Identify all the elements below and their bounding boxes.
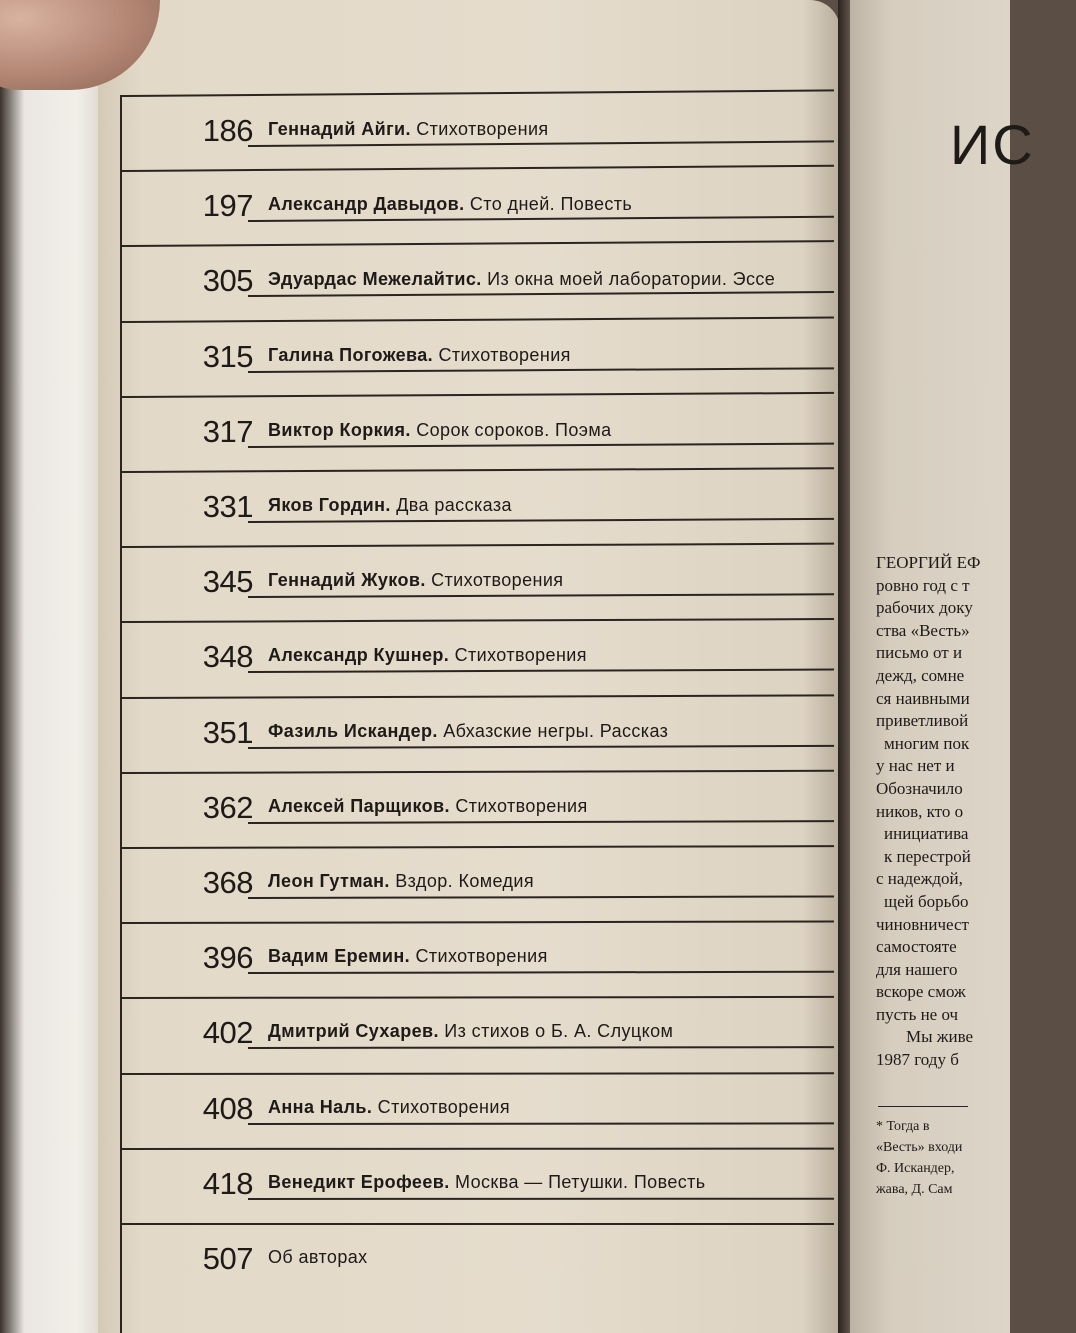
row-rule xyxy=(122,165,834,172)
page-number: 396 xyxy=(202,940,253,976)
body-line: щей борьбо xyxy=(884,891,969,911)
page-number: 507 xyxy=(202,1241,253,1276)
entry-text xyxy=(268,269,775,290)
entry-author: Алексей Парщиков. xyxy=(268,795,450,816)
entry-text xyxy=(268,645,587,666)
entry-text xyxy=(268,1021,673,1042)
entry-author: Виктор Коркия. xyxy=(268,419,411,440)
entry-author: Яков Гордин. xyxy=(268,495,391,515)
entry-author: Александр Кушнер. xyxy=(268,645,450,666)
body-line: у нас нет и xyxy=(876,756,955,776)
body-line: чиновничест xyxy=(876,914,969,934)
body-line: рабочих доку xyxy=(876,598,973,618)
entry-text xyxy=(268,1172,706,1193)
page-number: 305 xyxy=(202,263,253,299)
toc-entry xyxy=(138,1156,838,1216)
entry-title: Москва — Петушки. Повесть xyxy=(455,1171,706,1192)
footnote-line: Ф. Искандер, xyxy=(876,1161,955,1176)
page-number: 331 xyxy=(202,489,253,524)
entry-author: Геннадий Жуков. xyxy=(268,570,426,591)
body-line: дежд, сомне xyxy=(876,665,965,685)
page-number: 345 xyxy=(202,564,253,600)
row-rule xyxy=(122,1223,834,1225)
entry-title: Сорок сороков. Поэма xyxy=(416,419,612,440)
facing-page xyxy=(850,0,1035,1333)
body-line: приветливой xyxy=(876,711,969,731)
footnote-line: жава, Д. Сам xyxy=(876,1182,953,1197)
page-number: 418 xyxy=(202,1165,253,1201)
entry-text xyxy=(268,721,668,742)
page-number: 408 xyxy=(202,1090,253,1126)
toc-entry xyxy=(138,629,838,689)
toc-entry xyxy=(138,1081,838,1141)
row-rule xyxy=(122,543,834,548)
entry-text xyxy=(268,194,632,215)
entry-title: Стихотворения xyxy=(454,645,587,666)
entry-text xyxy=(268,345,571,366)
footnote-rule xyxy=(878,1106,968,1107)
entry-author: Леон Гутман. xyxy=(268,871,390,891)
toc-page xyxy=(98,0,840,1333)
body-line: к перестрой xyxy=(884,846,971,866)
body-line: пусть не оч xyxy=(876,1004,959,1024)
page-number: 197 xyxy=(202,188,253,224)
row-rule xyxy=(122,618,834,623)
toc-entry xyxy=(138,253,838,313)
entry-author: Анна Наль. xyxy=(268,1096,373,1117)
body-line: ства «Весть» xyxy=(876,620,970,640)
entry-text xyxy=(268,796,588,817)
toc-entry xyxy=(138,780,838,840)
entry-text xyxy=(268,871,534,892)
entry-title: Стихотворения xyxy=(416,119,549,139)
entry-title: Вздор. Комедия xyxy=(395,871,535,891)
toc-entry xyxy=(138,103,838,163)
book-edge xyxy=(0,80,110,1333)
toc-entry xyxy=(138,479,838,539)
entry-author: Фазиль Искандер. xyxy=(268,720,438,741)
entry-text xyxy=(268,1247,368,1268)
row-rule xyxy=(122,770,834,774)
entry-title: Абхазские негры. Рассказ xyxy=(443,720,669,741)
row-rule xyxy=(122,467,834,473)
toc-entry xyxy=(138,404,838,464)
toc-entry xyxy=(138,178,838,238)
body-line: 1987 году б xyxy=(876,1050,959,1070)
entry-author: Александр Давыдов. xyxy=(268,194,465,215)
entry-text xyxy=(268,570,563,591)
body-line: Мы живе xyxy=(906,1027,974,1047)
entry-author: Венедикт Ерофеев. xyxy=(268,1171,450,1192)
entry-title: Стихотворения xyxy=(438,344,571,365)
toc-entry xyxy=(138,329,838,389)
entry-title: Из окна моей лаборатории. Эссе xyxy=(487,269,776,290)
row-rule xyxy=(122,392,834,398)
facing-page-footnote xyxy=(876,1116,1076,1200)
body-line: с надеждой, xyxy=(876,869,963,889)
entry-text xyxy=(268,1097,510,1118)
row-rule xyxy=(122,694,834,699)
row-rule xyxy=(122,89,834,97)
entry-text xyxy=(268,119,549,140)
page-number: 315 xyxy=(202,338,253,374)
page-number: 368 xyxy=(202,865,253,900)
toc-entry xyxy=(138,1005,838,1065)
body-line: вскоре смож xyxy=(876,982,966,1002)
toc-entry xyxy=(138,930,838,990)
page-number: 351 xyxy=(202,714,253,750)
body-line: самостояте xyxy=(876,937,957,957)
footnote-line: * Тогда в xyxy=(876,1119,930,1134)
entry-title: Стихотворения xyxy=(455,795,588,816)
body-line: многим пок xyxy=(884,733,970,753)
entry-title: Об авторах xyxy=(268,1247,368,1267)
row-rule xyxy=(122,241,834,248)
entry-title: Стихотворения xyxy=(415,946,548,967)
entry-text xyxy=(268,946,548,967)
page-number: 186 xyxy=(202,113,253,148)
body-line: инициатива xyxy=(884,824,969,844)
entry-title: Сто дней. Повесть xyxy=(469,194,633,215)
entry-author: Геннадий Айги. xyxy=(268,119,411,139)
body-line: ровно год с т xyxy=(876,575,970,595)
toc-entry xyxy=(138,705,838,765)
row-rule xyxy=(122,921,834,924)
row-rule xyxy=(122,845,834,849)
toc-entry xyxy=(138,855,838,915)
row-rule xyxy=(122,1147,834,1149)
body-line: ников, кто о xyxy=(876,801,964,821)
toc-entry xyxy=(138,1231,838,1291)
body-line: ГЕОРГИЙ ЕФ xyxy=(876,553,981,572)
entry-author: Галина Погожева. xyxy=(268,344,434,365)
row-rule xyxy=(122,996,834,999)
entry-author: Вадим Еремин. xyxy=(268,946,411,967)
entry-author: Эдуардас Межелайтис. xyxy=(268,269,482,290)
row-rule xyxy=(122,1072,834,1075)
toc-entry xyxy=(138,554,838,614)
page-number: 317 xyxy=(202,413,253,449)
page-number: 362 xyxy=(202,789,253,825)
entry-text xyxy=(268,420,612,441)
body-line: письмо от и xyxy=(876,643,963,663)
body-line: ся наивными xyxy=(876,688,970,708)
entry-text xyxy=(268,495,512,516)
page-number: 402 xyxy=(202,1015,253,1051)
entry-title: Из стихов о Б. А. Слуцком xyxy=(444,1021,674,1042)
body-line: Обозначило xyxy=(876,778,963,798)
entry-author: Дмитрий Сухарев. xyxy=(268,1021,439,1042)
entry-title: Стихотворения xyxy=(377,1096,510,1117)
page-number: 348 xyxy=(202,639,253,675)
facing-page-body xyxy=(876,552,1076,1072)
entry-title: Два рассказа xyxy=(396,495,512,515)
entry-title: Стихотворения xyxy=(431,570,564,591)
row-rule xyxy=(122,316,834,322)
footnote-line: «Весть» входи xyxy=(876,1140,963,1155)
facing-page-heading: ИС xyxy=(950,113,1035,176)
body-line: для нашего xyxy=(876,959,958,979)
